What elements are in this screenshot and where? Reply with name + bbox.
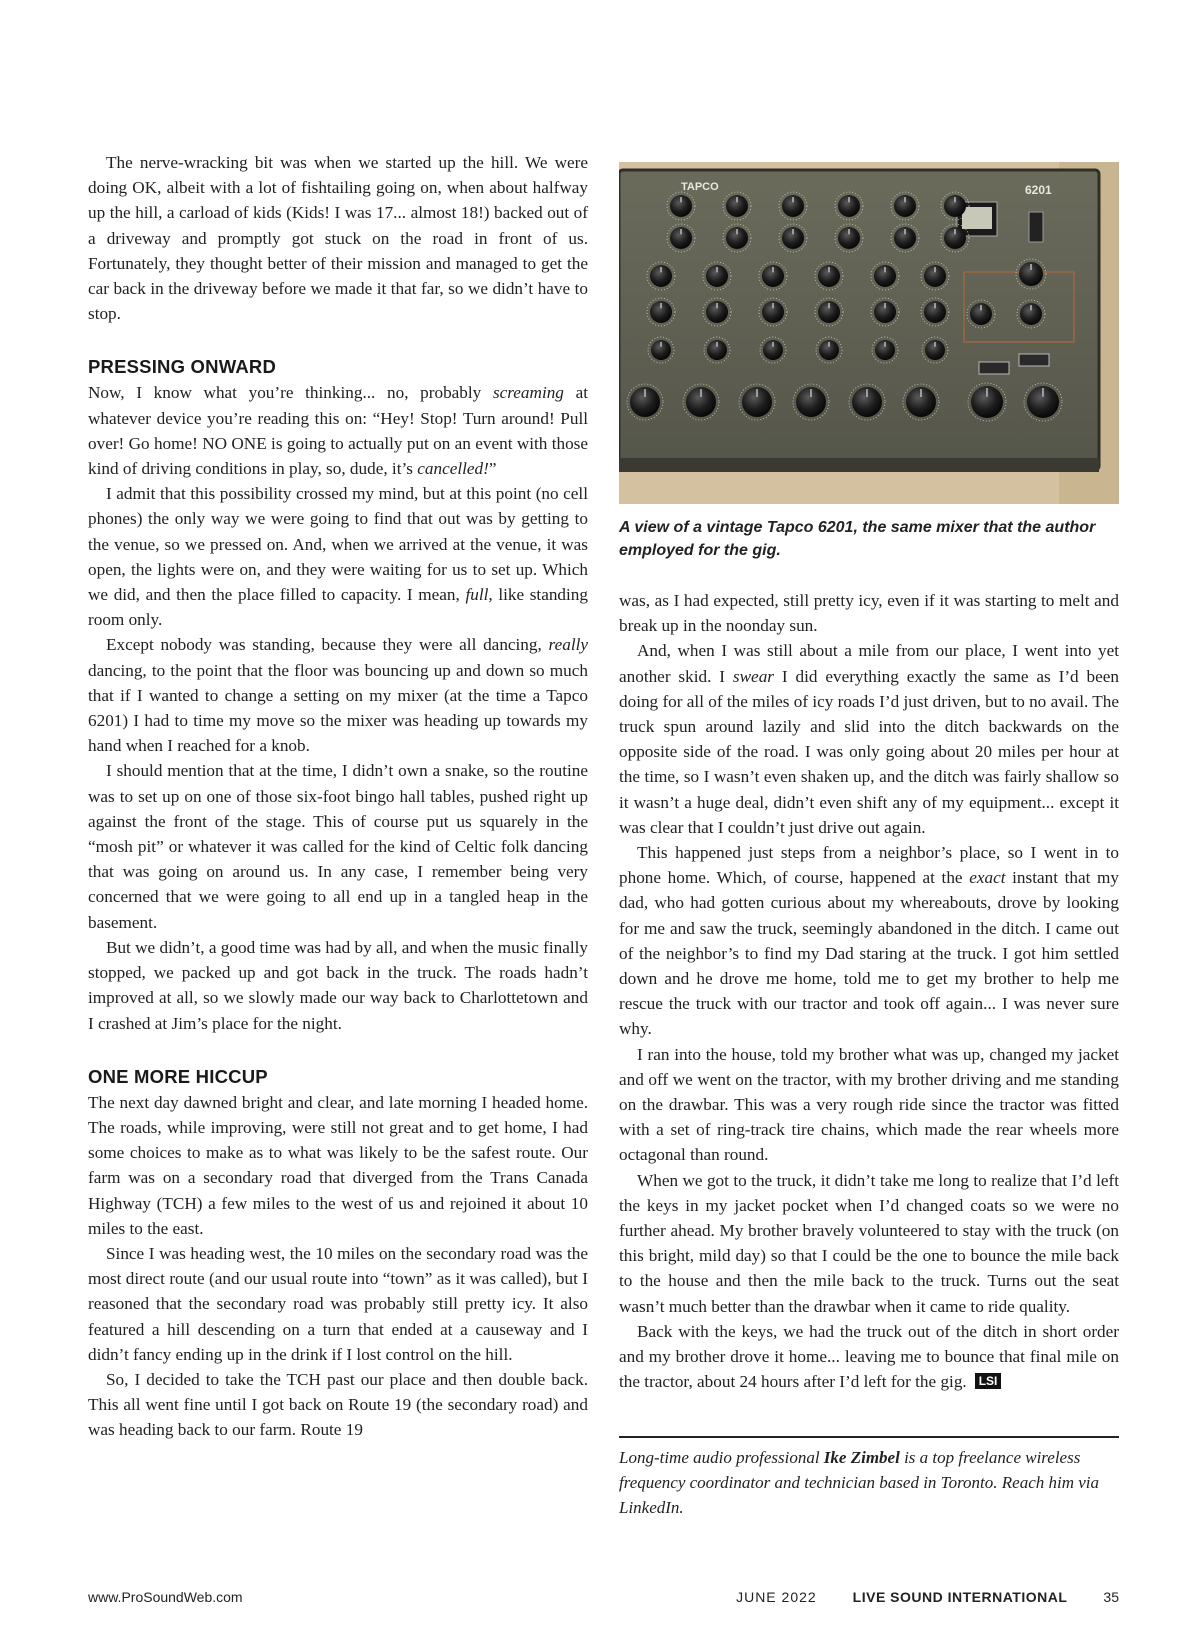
paragraph: I should mention that at the time, I didn’t own a snake, so the routine was to set up on one of those six-foot bingo hall tables, pushed right up against the front of the stage. This of course put us squarely in the “mosh pit” or whatever it was called for the kind of Celtic folk dancing that was going on around us. In any case, I remember being very concerned that we were going to all end up in a tangled heap in the basement. [88,761,588,932]
paragraph [88,481,588,632]
footer-right [736,1589,1119,1605]
author-bio [619,1445,1119,1520]
paragraph: The next day dawned bright and clear, and late morning I headed home. The roads, while improving, were still not great and to get home, I had some choices to make as to what was likely to be the safest route. Our farm was on a secondary road that diverged from the Trans Canada Highway (TCH) a few miles to the west of us and rejoined it about 10 miles to the east. [88,1092,588,1238]
text-run: Except nobody was standing, because they were all dancing, [106,635,549,655]
paragraph [88,632,588,758]
footer-magazine-name: LIVE SOUND INTERNATIONAL [852,1589,1068,1605]
section-heading: ONE MORE HICCUP [88,1065,268,1087]
text-run: I admit that this possibility crossed my mind, but at this point (no cell phones) the only way we were going to find that out was by getting to the venue, so we pressed on. And, when we arrived at the venue, it was open, the lights were on, and they were waiting for us to set up. Which we did, and then the place filled to capacity. I mean, [88,484,588,605]
paragraph: The nerve-wracking bit was when we started up the hill. We were doing OK, albeit with a lot of fishtailing going on, when about halfway up the hill, a carload of kids (Kids! I was 17... almost 18!) backed out of a driveway and promptly got stuck on the road in front of us. Fortunately, they thought better of their mission and managed to get the car back in the driveway before we made it that far, so we didn’t have to stop. [88,153,588,324]
emphasis: really [548,635,588,655]
photo-caption: A view of a vintage Tapco 6201, the same mixer that the author employed for the gig. [619,519,1096,559]
paragraph: So, I decided to take the TCH past our place and then double back. This all went fine until I got back on Route 19 (the secondary road) and was heading back to our farm. Route 19 [88,1369,588,1440]
text-run: Now, I know what you’re thinking... no, probably [88,383,493,403]
paragraph: But we didn’t, a good time was had by all, and when the music finally stopped, we packed up and got back in the truck. The roads hadn’t improved at all, so we slowly made our way back to Charlottetown and I crashed at Jim’s place for the night. [88,937,588,1033]
text-run: instant that my dad, who had gotten curious about my whereabouts, drove by looking for me and saw the truck, seemingly abandoned in the ditch. I came out of the neighbor’s to find my Dad staring at the truck. I got him settled down and he drove me home, told me to get my brother to help me rescue the truck with our tractor and took off again... I was never sure why. [619,868,1119,1039]
text-run: This happened just steps from a neighbor’s place, so I went in to phone home. Which, of course, happened at the [619,843,1119,888]
mixer-photo [619,162,1119,504]
text-run: is a top freelance wireless frequency coordinator and technician based in Toronto. Reach him via LinkedIn. [619,1448,1100,1517]
toggle-switch [1019,354,1049,366]
text-run: And, when I was still about a mile from our place, I went into yet another skid. I [619,641,1119,686]
tapco-mixer-illustration [619,162,1119,504]
text-run: Long-time audio professional [619,1448,824,1467]
emphasis: screaming [492,383,564,403]
paragraph [619,840,1119,1042]
end-mark-badge: LSI [975,1373,1002,1389]
emphasis: exact [969,868,1006,888]
text-run: at whatever device you’re reading this on: “Hey! Stop! Turn around! Pull over! Go home! NO ONE is going to actually put on an event with those kind of driving conditions in play, so, dude, it’s [88,383,588,479]
text-run: Back with the keys, we had the truck out of the ditch in short order and my brother drove it home... leaving me to bounce that final mile on the tractor, about 24 hours after I’d left for the gig. [619,1321,1119,1392]
page-number: 35 [1103,1589,1119,1605]
paragraph: was, as I had expected, still pretty icy, even if it was starting to melt and break up in the noonday sun. [619,591,1119,636]
power-switch [1029,212,1043,242]
vu-meter-face [962,207,992,229]
bio-divider [619,1436,1119,1438]
emphasis: full, [465,585,493,605]
text-run: ” [488,459,497,479]
footer-website: www.ProSoundWeb.com [88,1589,243,1605]
paragraph [619,1319,1119,1395]
page-footer [88,1589,1119,1611]
toggle-switch [979,362,1009,374]
text-run: I did everything exactly the same as I’d been doing for all of the miles of icy roads I’d just driven, but to no avail. The truck spun around lazily and slid into the ditch backwards on the opposite side of the road. I was only going about 20 miles per hour at the time, so I wasn’t even shaken up, and the ditch was fairly shallow so it wasn’t a huge deal, didn’t even shift any of my equipment... except it was clear that I couldn’t just drive out again. [619,666,1119,837]
mixer-front-lip [619,458,1099,472]
text-run: like standing room only. [88,585,588,630]
brand-logo: TAPCO [681,181,719,193]
paragraph [88,380,588,481]
text-run: dancing, to the point that the floor was bouncing up and down so much that if I wanted to change a setting on my mixer (at the time a Tapco 6201) I had to time my move so the mixer was heading up towards my hand when I reached for a knob. [88,660,588,756]
author-name: Ike Zimbel [823,1448,900,1467]
paragraph: I ran into the house, told my brother what was up, changed my jacket and off we went on the tractor, with my brother driving and me standing on the drawbar. This was a very rough ride since the tractor was fitted with a set of ring-track tire chains, which made the rear wheels more octagonal than round. [619,1044,1119,1165]
paragraph: Since I was heading west, the 10 miles on the secondary road was the most direct route (and our usual route into “town” as it was called), but I reasoned that the secondary road was probably still pretty icy. It also featured a hill descending on a turn that ended at a causeway and I didn’t fancy ending up in the drink if I lost control on the hill. [88,1243,588,1364]
paragraph: When we got to the truck, it didn’t take me long to realize that I’d left the keys in my jacket pocket when I’d changed coats so we were no further ahead. My brother bravely volunteered to stay with the truck (on this bright, mild day) so that I could be the one to bounce the mile back to the house and then the mile back to the truck. Turns out the seat wasn’t much better than the drawbar when it came to ride quality. [619,1170,1119,1316]
left-column [88,150,588,1443]
model-number: 6201 [1025,183,1052,197]
section-heading: PRESSING ONWARD [88,356,277,378]
paragraph [619,638,1119,840]
emphasis: swear [732,666,774,686]
right-column [619,588,1119,1395]
footer-issue-date: JUNE 2022 [736,1589,817,1605]
emphasis: cancelled! [417,459,489,479]
